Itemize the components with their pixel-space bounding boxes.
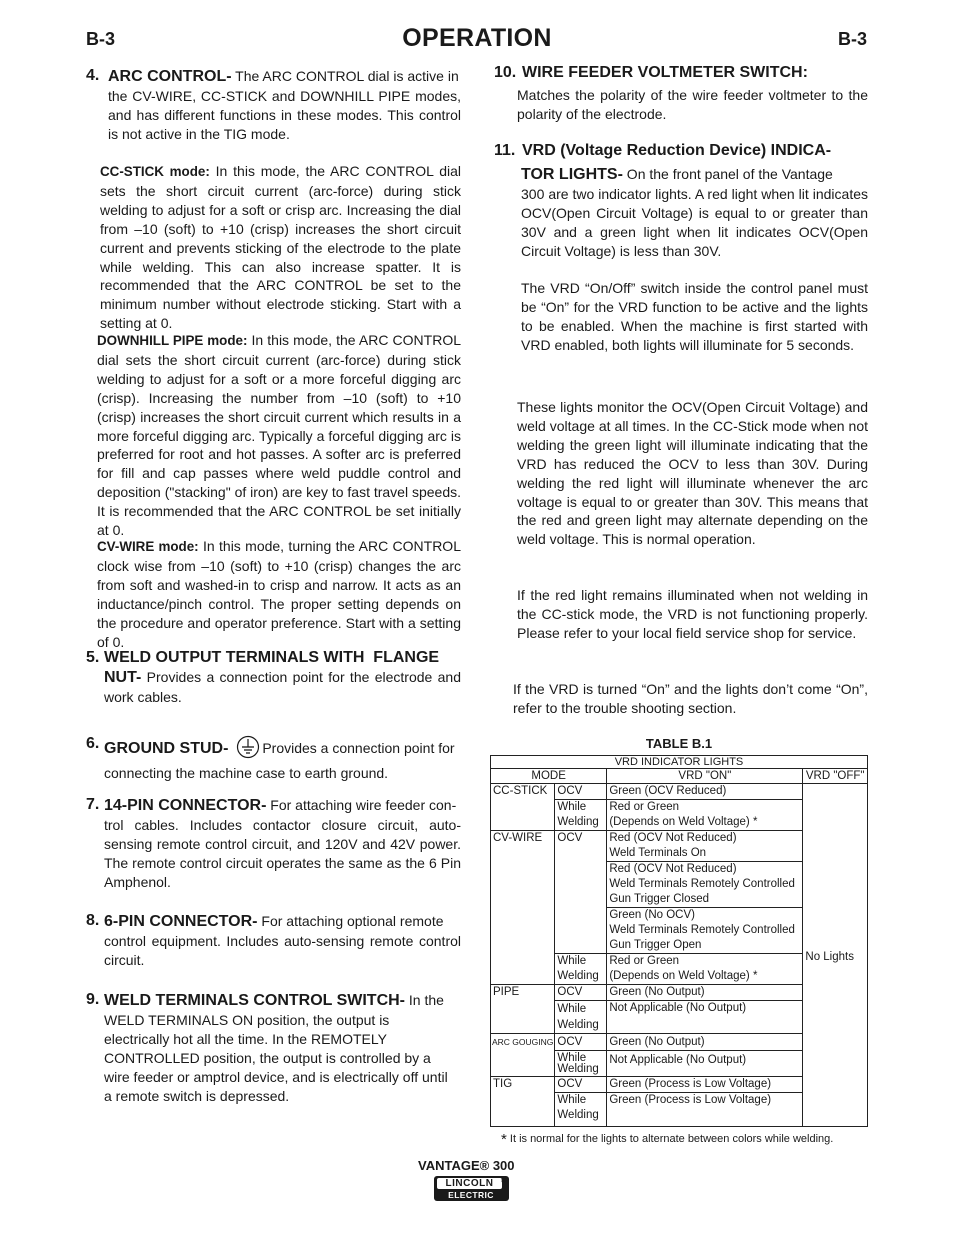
vrd-paragraph-2: The VRD “On/Off” switch inside the control panel must be “On” for the VRD function to be active and the lights to be enabled. When the machine is first started with VRD enabled, both lights will illuminate for 5 seconds. [521, 280, 868, 353]
arc-control-heading: ARC CONTROL- [108, 68, 232, 85]
page-code-right: B-3 [838, 29, 868, 49]
pin6-number: 8. [86, 912, 100, 929]
cell-value: Red or Green (Depends on Weld Voltage) * [607, 800, 803, 831]
footer-model: VANTAGE® 300 [418, 1158, 515, 1173]
logo-top-text: LINCOLN [437, 1178, 502, 1189]
table-footnote: * It is normal for the lights to alternate between colors while welding. [501, 1131, 834, 1148]
page-code-left: B-3 [86, 29, 116, 49]
wtcs-number: 9. [86, 991, 100, 1008]
vrd-off-value: No Lights [803, 784, 868, 1127]
cell-value: Green (No Output) [607, 1034, 803, 1051]
while-welding-label: While Welding [555, 1001, 607, 1034]
table-caption: TABLE B.1 [645, 736, 713, 751]
while-welding-label: While Welding [555, 1093, 607, 1127]
weld-output-section: WELD OUTPUT TERMINALS WITH FLANGE NUT- Provides a connection point for the electrode and work cables. [104, 649, 461, 705]
cv-wire-paragraph: CV-WIRE mode: In this mode, turning the ARC CONTROL clock wise from –10 (soft) to +10 (crisp) changes the arc from soft and washed-in to crisp and narrow. It acts as an inductance/pinch control. The proper setting depends on the procedure and operator preference. Start with a setting of 0. [97, 538, 461, 650]
cell-value: Green (Process is Low Voltage) [607, 1093, 803, 1127]
page-title: OPERATION [402, 24, 552, 52]
pin14-section: 14-PIN CONNECTOR- For attaching wire feeder con- trol cables. Includes contactor closure circuit, auto-sensing remote control circuit, and 120V and 42V power. The remote control circuit operates the same as the 6 Pin Amphenol. [104, 797, 461, 890]
wfvs-heading: WIRE FEEDER VOLTMETER SWITCH: [522, 64, 808, 81]
header-mode: MODE [491, 769, 607, 784]
downhill-pipe-lead: DOWNHILL PIPE mode: [97, 333, 248, 348]
downhill-pipe-paragraph: DOWNHILL PIPE mode: In this mode, the ARC CONTROL dial sets the short circuit current (arc-force) during stick welding to adjust for a soft or a more forceful digging arc (crisp). Increasing the number from –10 (soft) to +10 (crisp) increases the short circuit current which results in a more forceful digging arc. Typically a forceful digging arc is preferred for root and hot passes. A softer arc is preferred for fill and cap passes where weld puddle control and deposition ("stacking" of iron) are key to fast travel speeds. It is recommended that the ARC CONTROL be set initially at 0. [97, 332, 462, 539]
mode-cc-stick: CC-STICK [491, 784, 555, 831]
table-row [491, 784, 868, 800]
while-welding-label: While Welding [555, 954, 607, 985]
arc-control-number: 4. [86, 67, 100, 84]
cell-value: Green (OCV Reduced) [607, 784, 803, 800]
ground-stud-number: 6. [86, 735, 100, 752]
pin6-heading: 6-PIN CONNECTOR- [104, 913, 258, 930]
while-welding-label: While Welding [555, 800, 607, 831]
cell-value: Green (Process is Low Voltage) [607, 1077, 803, 1093]
arc-control-section: ARC CONTROL- The ARC CONTROL dial is active in the CV-WIRE, CC-STICK and DOWNHILL PIPE modes, and has different functions in these modes. This control is not active in the TIG mode. [108, 68, 461, 142]
vrd-paragraph-4: If the red light remains illuminated when not welding in the CC-stick mode, the VRD is not functioning properly. Please refer to your local field service shop for service. [517, 587, 868, 641]
mode-arc-gouging: ARC GOUGING [491, 1034, 555, 1077]
header-vrd-on: VRD "ON" [607, 769, 803, 784]
cell-value: Not Applicable (No Output) [607, 1051, 803, 1077]
wtcs-heading: WELD TERMINALS CONTROL SWITCH- [104, 992, 406, 1009]
cell-value: Red or Green (Depends on Weld Voltage) * [607, 954, 803, 985]
mode-cv-wire: CV-WIRE [491, 831, 555, 985]
ocv-label: OCV [555, 1077, 607, 1093]
cell-value: Not Applicable (No Output) [607, 1001, 803, 1034]
wfvs-text: Matches the polarity of the wire feeder voltmeter to the polarity of the electrode. [517, 87, 868, 122]
vrd-indicator-table [490, 755, 868, 1127]
mode-tig: TIG [491, 1077, 555, 1127]
cc-stick-paragraph: CC-STICK mode: In this mode, the ARC CONTROL dial sets the short circuit current (arc-force) during stick welding to adjust for a soft or crisp arc. Increasing the dial from –10 (soft) to +10 (crisp) increases the short circuit current and prevents sticking of the electrode to the plate while welding. This can also increase spatter. It is recommended that the ARC CONTROL be set to the minimum number without electrode sticking. Start with a setting at 0. [100, 163, 461, 332]
weld-output-number: 5. [86, 649, 100, 666]
cell-value: Green (No Output) [607, 985, 803, 1001]
mode-pipe: PIPE [491, 985, 555, 1034]
table-banner-row [491, 756, 868, 769]
ocv-label: OCV [555, 831, 607, 954]
vrd-heading: VRD (Voltage Reduction Device) INDICA- [522, 142, 832, 159]
weld-output-heading: WELD OUTPUT TERMINALS WITH FLANGE [104, 649, 440, 666]
cv-wire-lead: CV-WIRE mode: [97, 539, 199, 554]
ocv-label: OCV [555, 985, 607, 1001]
vrd-paragraph-3: These lights monitor the OCV(Open Circuit Voltage) and weld voltage at all times. In the CC-Stick mode when not welding the green light will illuminate indicating that the VRD has reduced the OCV to less than 30V. During welding the red light will illuminate whenever the arc voltage is equal to or greater than 30V. This means that the red and green light may alternate depending on the weld voltage. This is normal operation. [517, 399, 868, 548]
vrd-number: 11. [494, 142, 516, 159]
wfvs-number: 10. [494, 64, 517, 81]
wtcs-section: WELD TERMINALS CONTROL SWITCH- In the WELD TERMINALS ON position, the output is electrically hot all the time. In the REMOTELY CONTROLLED position, the output is controlled by a wire feeder or amptrol device, and is electrically off until a remote switch is depressed. [104, 992, 448, 1104]
cell-value: Red (OCV Not Reduced) Weld Terminals On [607, 831, 803, 862]
while-welding-label: While Welding [555, 1051, 607, 1077]
ground-stud-heading: GROUND STUD- [104, 740, 229, 757]
vrd-paragraph-5: If the VRD is turned “On” and the lights don’t come “On”, refer to the trouble shooting section. [513, 681, 868, 716]
pin14-number: 7. [86, 796, 100, 813]
ground-stud-section: GROUND STUD- Provides a connection point for connecting the machine case to earth ground. [104, 735, 461, 783]
cc-stick-lead: CC-STICK mode: [100, 164, 210, 179]
ocv-label: OCV [555, 1034, 607, 1051]
ground-symbol-icon [236, 735, 260, 764]
ocv-label: OCV [555, 784, 607, 800]
cell-value: Red (OCV Not Reduced) Weld Terminals Remotely Controlled Gun Trigger Closed [607, 862, 803, 908]
logo-bottom-text: ELECTRIC [448, 1190, 494, 1200]
vrd-section: TOR LIGHTS- On the front panel of the Vantage 300 are two indicator lights. A red light when lit indicates OCV(Open Circuit Voltage) is equal to or greater than 30V and a green light when lit indicates OCV(Open Circuit Voltage) is less than 30V. [521, 166, 868, 259]
pin6-section: 6-PIN CONNECTOR- For attaching optional remote control equipment. Includes auto-sensing remote control circuit. [104, 913, 461, 968]
logo-registered-mark: ® [501, 1178, 507, 1185]
cell-value: Green (No OCV) Weld Terminals Remotely Controlled Gun Trigger Open [607, 908, 803, 954]
table-banner: VRD INDICATOR LIGHTS [491, 756, 868, 769]
table-header-row [491, 769, 868, 784]
pin14-heading: 14-PIN CONNECTOR- [104, 797, 267, 814]
header-vrd-off: VRD "OFF" [803, 769, 868, 784]
